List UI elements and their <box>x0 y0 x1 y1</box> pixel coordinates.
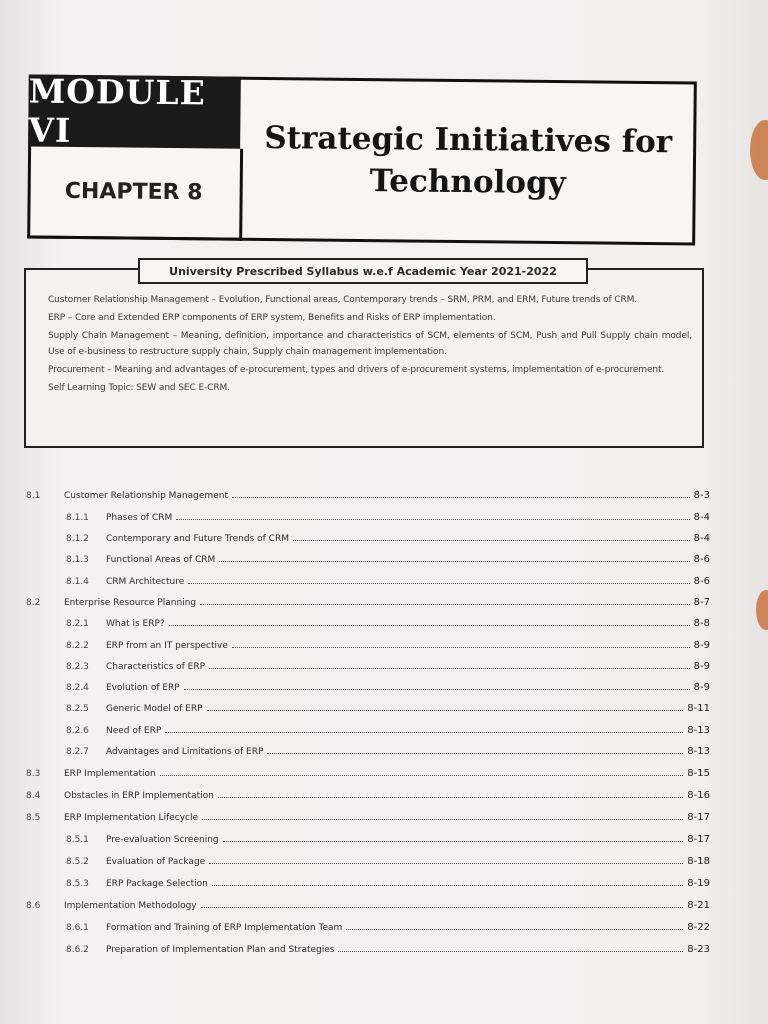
toc-title: Contemporary and Future Trends of CRM <box>106 534 289 544</box>
toc-leader-dots <box>201 907 684 908</box>
toc-title: Generic Model of ERP <box>106 704 203 714</box>
toc-page-number: 8-11 <box>687 703 710 714</box>
toc-number: 8.2.6 <box>66 726 89 736</box>
toc-leader-dots <box>219 561 689 562</box>
toc-page-number: 8-3 <box>693 490 710 501</box>
chapter-title <box>264 117 673 205</box>
toc-subsection-row[interactable] <box>66 944 710 962</box>
toc-number: 8.5 <box>26 813 41 823</box>
toc-leader-dots <box>293 540 690 541</box>
toc-subsection-row[interactable] <box>66 682 710 700</box>
toc-subsection-row[interactable] <box>66 878 710 896</box>
toc-title: Evolution of ERP <box>106 683 180 693</box>
toc-subsection-row[interactable] <box>66 554 710 572</box>
chapter-header-box <box>27 71 697 246</box>
toc-page-number: 8-4 <box>693 533 710 544</box>
toc-leader-dots <box>346 929 683 930</box>
toc-subsection-row[interactable] <box>66 746 710 764</box>
toc-subsection-row[interactable] <box>66 576 710 594</box>
toc-title: Pre-evaluation Screening <box>106 835 219 845</box>
toc-page-number: 8-4 <box>693 512 710 523</box>
toc-number: 8.2.2 <box>66 641 89 651</box>
toc-page-number: 8-9 <box>693 640 710 651</box>
toc-page-number: 8-6 <box>693 576 710 587</box>
chapter-title-line-2: Technology <box>369 163 566 202</box>
toc-subsection-row[interactable] <box>66 725 710 743</box>
toc-title: Functional Areas of CRM <box>106 555 216 565</box>
toc-title: ERP from an IT perspective <box>106 641 228 651</box>
toc-number: 8.2.7 <box>66 747 89 757</box>
toc-leader-dots <box>209 668 690 669</box>
toc-leader-dots <box>223 841 684 842</box>
toc-section-row[interactable] <box>26 490 710 508</box>
toc-title: Obstacles in ERP Implementation <box>64 791 214 801</box>
chapter-title-box <box>242 80 694 243</box>
toc-page-number: 8-6 <box>693 554 710 565</box>
toc-leader-dots <box>207 710 684 711</box>
toc-page-number: 8-8 <box>693 618 710 629</box>
syllabus-box <box>24 264 704 448</box>
toc-section-row[interactable] <box>26 900 710 918</box>
toc-page-number: 8-21 <box>687 900 710 911</box>
toc-page-number: 8-19 <box>687 878 710 889</box>
toc-title: What is ERP? <box>106 619 165 629</box>
toc-number: 8.2 <box>26 598 41 608</box>
chapter-label: CHAPTER 8 <box>64 178 203 206</box>
toc-title: Characteristics of ERP <box>106 662 206 672</box>
toc-page-number: 8-13 <box>687 746 710 757</box>
toc-leader-dots <box>338 951 683 952</box>
toc-title: Evaluation of Package <box>106 857 206 867</box>
toc-leader-dots <box>169 625 690 626</box>
toc-page-number: 8-9 <box>693 682 710 693</box>
toc-leader-dots <box>218 797 683 798</box>
toc-number: 8.2.5 <box>66 704 89 714</box>
toc-number: 8.6.2 <box>66 945 89 955</box>
toc-title: ERP Implementation Lifecycle <box>64 813 199 823</box>
toc-leader-dots <box>209 863 683 864</box>
toc-page-number: 8-13 <box>687 725 710 736</box>
chapter-label-box <box>27 147 243 241</box>
toc-section-row[interactable] <box>26 812 710 830</box>
toc-number: 8.1.4 <box>66 577 89 587</box>
toc-leader-dots <box>200 604 690 605</box>
module-label-box <box>28 71 241 150</box>
toc-number: 8.2.4 <box>66 683 89 693</box>
toc-title: Advantages and Limitations of ERP <box>106 747 264 757</box>
toc-number: 8.5.1 <box>66 835 89 845</box>
toc-title: ERP Implementation <box>64 769 156 779</box>
toc-number: 8.1.2 <box>66 534 89 544</box>
toc-subsection-row[interactable] <box>66 533 710 551</box>
module-label: MODULE VI <box>28 71 206 150</box>
toc-page-number: 8-18 <box>687 856 710 867</box>
toc-leader-dots <box>232 647 690 648</box>
toc-section-row[interactable] <box>26 790 710 808</box>
toc-page-number: 8-23 <box>687 944 710 955</box>
syllabus-content <box>48 292 692 398</box>
toc-title: Preparation of Implementation Plan and Strategies <box>106 945 335 955</box>
toc-leader-dots <box>267 753 683 754</box>
toc-number: 8.4 <box>26 791 41 801</box>
toc-number: 8.6.1 <box>66 923 89 933</box>
toc-page-number: 8-7 <box>693 597 710 608</box>
toc-number: 8.5.3 <box>66 879 89 889</box>
toc-subsection-row[interactable] <box>66 618 710 636</box>
toc-subsection-row[interactable] <box>66 512 710 530</box>
toc-title: Customer Relationship Management <box>64 491 228 501</box>
toc-subsection-row[interactable] <box>66 640 710 658</box>
toc-number: 8.3 <box>26 769 41 779</box>
toc-page-number: 8-17 <box>687 834 710 845</box>
toc-number: 8.1.1 <box>66 513 89 523</box>
toc-number: 8.5.2 <box>66 857 89 867</box>
toc-title: CRM Architecture <box>106 577 185 587</box>
chapter-title-line-1: Strategic Initiatives for <box>264 119 673 161</box>
toc-title: Need of ERP <box>106 726 162 736</box>
toc-page-number: 8-15 <box>687 768 710 779</box>
toc-title: Enterprise Resource Planning <box>64 598 197 608</box>
toc-title: Implementation Methodology <box>64 901 197 911</box>
toc-title: Phases of CRM <box>106 513 173 523</box>
toc-section-row[interactable] <box>26 597 710 615</box>
toc-title: Formation and Training of ERP Implementation Team <box>106 923 343 933</box>
toc-number: 8.2.1 <box>66 619 89 629</box>
syllabus-paragraph-erp: ERP – Core and Extended ERP components of ERP system, Benefits and Risks of ERP implementation. <box>48 313 496 323</box>
toc-leader-dots <box>188 583 689 584</box>
syllabus-paragraph-procurement: Procurement – Meaning and advantages of e-procurement, types and drivers of e-procurement systems, implementation of e-procurement. <box>48 365 665 375</box>
toc-page-number: 8-16 <box>687 790 710 801</box>
toc-number: 8.6 <box>26 901 41 911</box>
toc-leader-dots <box>232 497 690 498</box>
toc-subsection-row[interactable] <box>66 834 710 852</box>
toc-leader-dots <box>184 689 690 690</box>
syllabus-paragraph-scm: Supply Chain Management – Meaning, definition, importance and characteristics of SCM, elements of SCM, Push and Pull Supply chain model, Use of e-business to restructure supply chain, Supply chain management implementation. <box>48 331 692 357</box>
toc-leader-dots <box>202 819 683 820</box>
toc-title: ERP Package Selection <box>106 879 208 889</box>
toc-page-number: 8-17 <box>687 812 710 823</box>
toc-leader-dots <box>165 732 683 733</box>
toc-page-number: 8-22 <box>687 922 710 933</box>
toc-subsection-row[interactable] <box>66 661 710 679</box>
syllabus-heading: University Prescribed Syllabus w.e.f Academic Year 2021-2022 <box>138 258 588 284</box>
toc-number: 8.1.3 <box>66 555 89 565</box>
toc-leader-dots <box>176 519 689 520</box>
toc-page-number: 8-9 <box>693 661 710 672</box>
toc-section-row[interactable] <box>26 768 710 786</box>
syllabus-paragraph-crm: Customer Relationship Management – Evolution, Functional areas, Contemporary trends – SRM, PRM, and ERM, Future trends of CRM. <box>48 295 638 305</box>
toc-subsection-row[interactable] <box>66 856 710 874</box>
toc-number: 8.2.3 <box>66 662 89 672</box>
toc-subsection-row[interactable] <box>66 922 710 940</box>
toc-subsection-row[interactable] <box>66 703 710 721</box>
toc-number: 8.1 <box>26 491 41 501</box>
toc-leader-dots <box>212 885 683 886</box>
toc-leader-dots <box>160 775 684 776</box>
syllabus-paragraph-self-learning: Self Learning Topic: SEW and SEC E-CRM. <box>48 383 230 393</box>
